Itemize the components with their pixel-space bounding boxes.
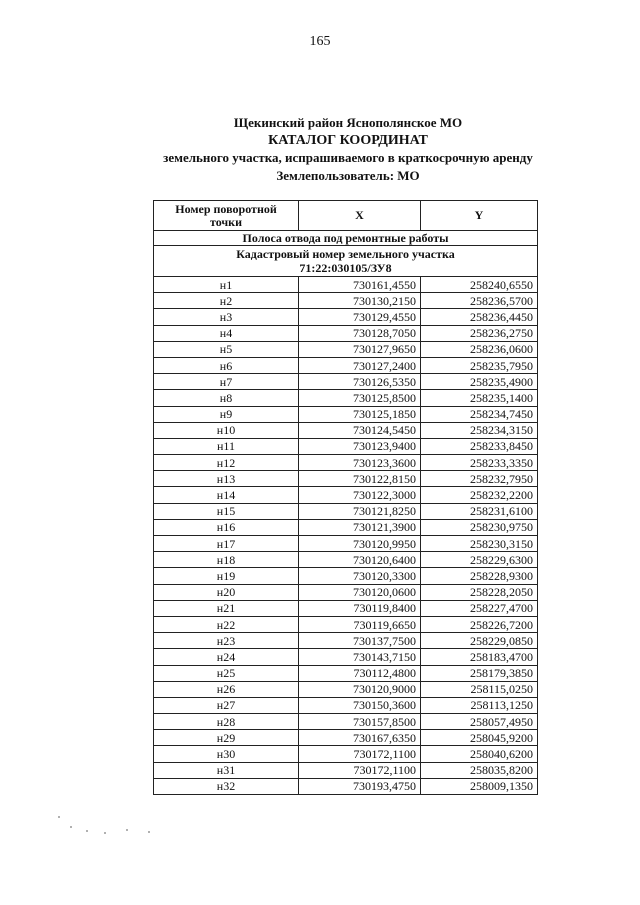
table-row [154,778,538,794]
y-cell: 258227,4700 [421,600,538,616]
y-cell: 258236,2750 [421,325,538,341]
x-cell: 730120,9950 [299,536,421,552]
point-cell: н10 [154,422,299,438]
point-cell: н11 [154,438,299,454]
y-cell: 258236,5700 [421,293,538,309]
x-cell: 730157,8500 [299,714,421,730]
cadastral-row [154,246,538,277]
point-cell: н26 [154,681,299,697]
cadastral-label: Кадастровый номер земельного участка [236,247,455,261]
point-cell: н8 [154,390,299,406]
x-cell: 730123,9400 [299,438,421,454]
y-cell: 258179,3850 [421,665,538,681]
point-cell: н29 [154,730,299,746]
point-cell: н23 [154,633,299,649]
y-cell: 258234,7450 [421,406,538,422]
x-cell: 730112,4800 [299,665,421,681]
x-cell: 730122,8150 [299,471,421,487]
y-cell: 258045,9200 [421,730,538,746]
y-cell: 258232,2200 [421,487,538,503]
catalog-title: КАТАЛОГ КООРДИНАТ [268,132,428,148]
table-row [154,503,538,519]
speck [148,831,150,833]
table-row [154,552,538,568]
cadastral-number: 71:22:030105/ЗУ8 [299,261,392,275]
point-cell: н21 [154,600,299,616]
column-header-y: Y [421,201,538,231]
x-cell: 730127,2400 [299,357,421,373]
table-row [154,422,538,438]
x-cell: 730129,4550 [299,309,421,325]
table-row [154,649,538,665]
table-row [154,341,538,357]
table-row [154,471,538,487]
point-cell: н3 [154,309,299,325]
y-cell: 258226,7200 [421,616,538,632]
x-cell: 730161,4550 [299,277,421,293]
table-row [154,584,538,600]
point-cell: н6 [154,357,299,373]
table-row [154,519,538,535]
column-header-point: Номер поворотной точки [154,201,299,231]
speck [70,826,72,828]
section-row [154,231,538,246]
page-number: 165 [309,34,331,49]
x-cell: 730127,9650 [299,341,421,357]
y-cell: 258229,0850 [421,633,538,649]
table-row [154,730,538,746]
table-row [154,616,538,632]
speck [126,829,128,831]
x-cell: 730119,8400 [299,600,421,616]
y-cell: 258233,3350 [421,455,538,471]
table-row [154,374,538,390]
y-cell: 258235,7950 [421,357,538,373]
point-cell: н30 [154,746,299,762]
y-cell: 258228,2050 [421,584,538,600]
coordinates-table [153,200,538,795]
x-cell: 730120,6400 [299,552,421,568]
table-row [154,568,538,584]
table-row [154,325,538,341]
point-cell: н32 [154,778,299,794]
section-title: Полоса отвода под ремонтные работы [154,231,538,246]
point-cell: н7 [154,374,299,390]
region-title: Щекинский район Яснополянское МО [233,115,463,130]
x-cell: 730119,6650 [299,616,421,632]
table-row [154,438,538,454]
column-header-x: X [299,201,421,231]
table-row [154,714,538,730]
y-cell: 258236,4450 [421,309,538,325]
point-cell: н9 [154,406,299,422]
x-cell: 730172,1100 [299,762,421,778]
y-cell: 258229,6300 [421,552,538,568]
point-cell: н16 [154,519,299,535]
table-row [154,536,538,552]
x-cell: 730124,5450 [299,422,421,438]
x-cell: 730193,4750 [299,778,421,794]
table-row [154,277,538,293]
point-cell: н19 [154,568,299,584]
table-row [154,293,538,309]
x-cell: 730130,2150 [299,293,421,309]
point-cell: н14 [154,487,299,503]
y-cell: 258233,8450 [421,438,538,454]
point-cell: н25 [154,665,299,681]
point-cell: н4 [154,325,299,341]
table-row [154,600,538,616]
speck [86,830,88,832]
scan-specks [56,812,166,842]
table-header-row [154,201,538,231]
point-cell: н13 [154,471,299,487]
speck [58,816,60,818]
table-row [154,633,538,649]
point-cell: н27 [154,697,299,713]
land-user-line: Землепользователь: МО [276,167,420,183]
table-row [154,746,538,762]
x-cell: 730128,7050 [299,325,421,341]
point-cell: н22 [154,616,299,632]
point-cell: н31 [154,762,299,778]
point-cell: н15 [154,503,299,519]
table-row [154,390,538,406]
x-cell: 730123,3600 [299,455,421,471]
x-cell: 730122,3000 [299,487,421,503]
point-cell: н24 [154,649,299,665]
x-cell: 730126,5350 [299,374,421,390]
table-row [154,665,538,681]
y-cell: 258228,9300 [421,568,538,584]
y-cell: 258234,3150 [421,422,538,438]
table-row [154,309,538,325]
y-cell: 258231,6100 [421,503,538,519]
point-cell: н28 [154,714,299,730]
y-cell: 258183,4700 [421,649,538,665]
y-cell: 258230,3150 [421,536,538,552]
point-cell: н20 [154,584,299,600]
y-cell: 258040,6200 [421,746,538,762]
point-cell: н1 [154,277,299,293]
y-cell: 258230,9750 [421,519,538,535]
x-cell: 730172,1100 [299,746,421,762]
x-cell: 730125,1850 [299,406,421,422]
x-cell: 730120,9000 [299,681,421,697]
subject-line: земельного участка, испрашиваемого в краткосрочную аренду [163,150,533,165]
y-cell: 258009,1350 [421,778,538,794]
point-cell: н17 [154,536,299,552]
x-cell: 730150,3600 [299,697,421,713]
speck [104,832,106,834]
y-cell: 258235,1400 [421,390,538,406]
y-cell: 258236,0600 [421,341,538,357]
point-cell: н2 [154,293,299,309]
y-cell: 258240,6550 [421,277,538,293]
y-cell: 258235,4900 [421,374,538,390]
table-row [154,762,538,778]
table-row [154,406,538,422]
cadastral-cell [154,246,538,277]
y-cell: 258035,8200 [421,762,538,778]
table-row [154,357,538,373]
x-cell: 730125,8500 [299,390,421,406]
x-cell: 730137,7500 [299,633,421,649]
document-header [150,114,546,184]
table-row [154,697,538,713]
point-cell: н12 [154,455,299,471]
point-cell: н18 [154,552,299,568]
table-row [154,487,538,503]
y-cell: 258115,0250 [421,681,538,697]
x-cell: 730143,7150 [299,649,421,665]
x-cell: 730121,3900 [299,519,421,535]
x-cell: 730120,3300 [299,568,421,584]
x-cell: 730121,8250 [299,503,421,519]
y-cell: 258232,7950 [421,471,538,487]
point-cell: н5 [154,341,299,357]
y-cell: 258113,1250 [421,697,538,713]
x-cell: 730120,0600 [299,584,421,600]
y-cell: 258057,4950 [421,714,538,730]
table-row [154,681,538,697]
table-row [154,455,538,471]
x-cell: 730167,6350 [299,730,421,746]
